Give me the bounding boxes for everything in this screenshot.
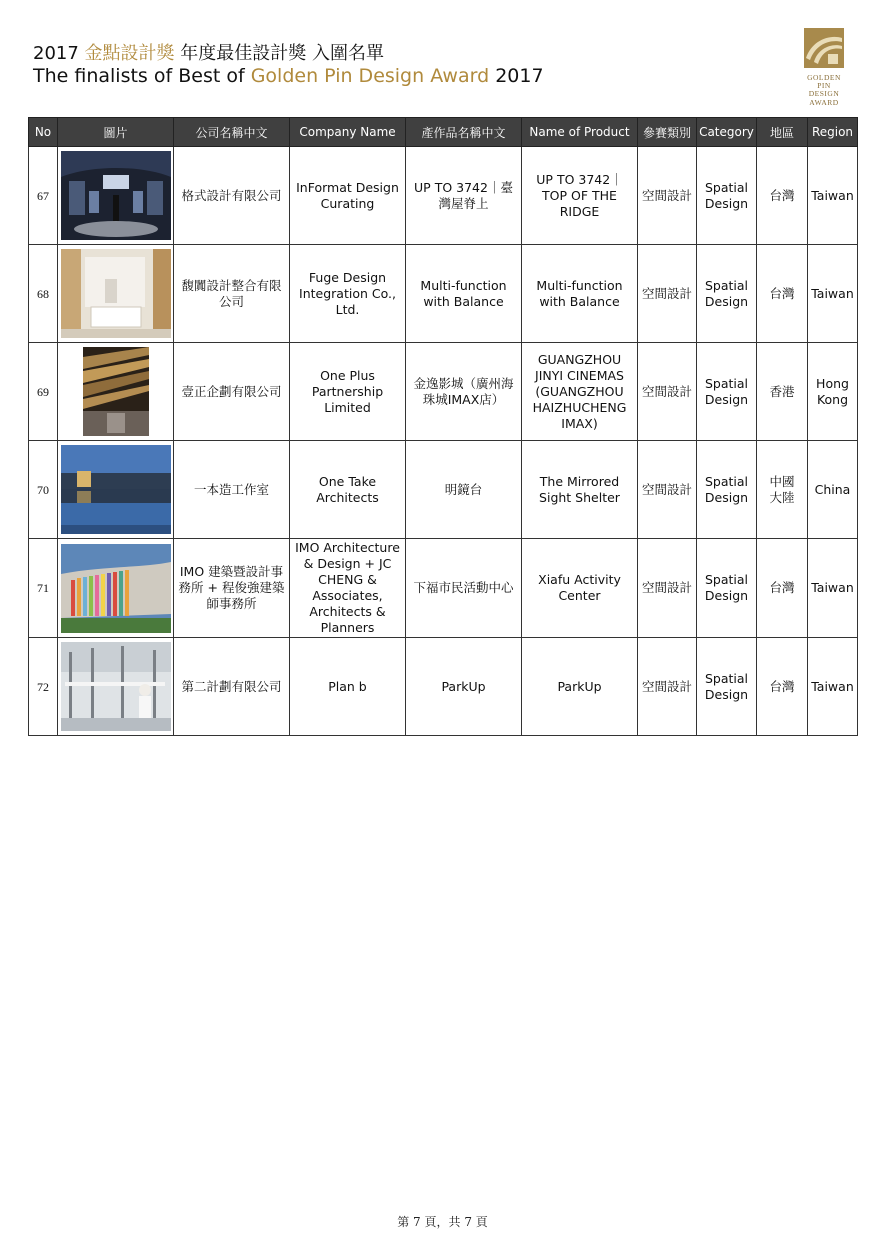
- product-name-en: UP TO 3742｜TOP OF THE RIDGE: [522, 147, 638, 245]
- entry-photo-cell: [58, 638, 174, 736]
- category-zh: 空間設計: [638, 539, 697, 638]
- product-name-en: The Mirrored Sight Shelter: [522, 441, 638, 539]
- table-row: [29, 245, 858, 343]
- company-name-zh: 壹正企劃有限公司: [174, 343, 290, 441]
- page-number: 第 7 頁，共 7 頁: [397, 1215, 488, 1229]
- entry-photo: [61, 249, 171, 338]
- region-en: Hong Kong: [808, 343, 858, 441]
- golden-pin-logo: [800, 28, 848, 107]
- column-header: 產作品名稱中文: [406, 118, 522, 147]
- product-name-zh: 下福市民活動中心: [406, 539, 522, 638]
- product-name-zh: UP TO 3742｜臺灣屋脊上: [406, 147, 522, 245]
- column-header: Region: [808, 118, 858, 147]
- entry-number: 69: [29, 343, 58, 441]
- company-name-en: InFormat Design Curating: [290, 147, 406, 245]
- logo-text-line: PIN: [817, 81, 831, 91]
- region-zh: 台灣: [757, 245, 808, 343]
- column-header: 公司名稱中文: [174, 118, 290, 147]
- finalists-table: [28, 117, 858, 736]
- title-award-name-en: Golden Pin Design Award: [250, 64, 490, 87]
- entry-photo-cell: [58, 441, 174, 539]
- product-name-zh: Multi-function with Balance: [406, 245, 522, 343]
- golden-pin-logo-icon: [804, 28, 844, 68]
- entry-photo-cell: [58, 539, 174, 638]
- region-en: China: [808, 441, 858, 539]
- table-row: [29, 638, 858, 736]
- region-en: Taiwan: [808, 539, 858, 638]
- logo-text-line: DESIGN: [808, 89, 840, 99]
- page-title: [33, 44, 544, 87]
- category-en: Spatial Design: [697, 638, 757, 736]
- company-name-en: One Plus Partnership Limited: [290, 343, 406, 441]
- entry-number: 68: [29, 245, 58, 343]
- title-rest-zh: 年度最佳設計獎 入圍名單: [180, 43, 385, 64]
- title-year: 2017: [33, 43, 79, 64]
- table-row: [29, 343, 858, 441]
- region-zh: 台灣: [757, 147, 808, 245]
- logo-text-line: GOLDEN: [807, 73, 841, 82]
- entry-photo: [61, 151, 171, 240]
- region-zh: 香港: [757, 343, 808, 441]
- product-name-zh: ParkUp: [406, 638, 522, 736]
- column-header: Category: [697, 118, 757, 147]
- category-zh: 空間設計: [638, 441, 697, 539]
- category-zh: 空間設計: [638, 343, 697, 441]
- region-en: Taiwan: [808, 147, 858, 245]
- entry-number: 71: [29, 539, 58, 638]
- table-row: [29, 147, 858, 245]
- category-en: Spatial Design: [697, 343, 757, 441]
- category-en: Spatial Design: [697, 539, 757, 638]
- product-name-zh: 金逸影城（廣州海珠城IMAX店）: [406, 343, 522, 441]
- company-name-en: Plan b: [290, 638, 406, 736]
- title-chinese: [33, 44, 544, 64]
- column-header: Name of Product: [522, 118, 638, 147]
- product-name-zh: 明鏡台: [406, 441, 522, 539]
- entry-photo: [61, 445, 171, 534]
- company-name-en: IMO Architecture & Design + JC CHENG & Associates, Architects & Planners: [290, 539, 406, 638]
- logo-text-line: AWARD: [809, 97, 839, 107]
- entry-number: 72: [29, 638, 58, 736]
- entry-number: 70: [29, 441, 58, 539]
- category-zh: 空間設計: [638, 245, 697, 343]
- title-en-prefix: The finalists of Best of: [33, 64, 245, 87]
- entry-photo: [61, 642, 171, 731]
- region-zh: 台灣: [757, 539, 808, 638]
- product-name-en: Xiafu Activity Center: [522, 539, 638, 638]
- company-name-zh: 馥闐設計整合有限公司: [174, 245, 290, 343]
- column-header: 地區: [757, 118, 808, 147]
- title-award-name-zh: 金點設計獎: [84, 43, 175, 64]
- column-header: 參賽類別: [638, 118, 697, 147]
- category-en: Spatial Design: [697, 147, 757, 245]
- product-name-en: ParkUp: [522, 638, 638, 736]
- region-en: Taiwan: [808, 638, 858, 736]
- column-header: Company Name: [290, 118, 406, 147]
- region-zh: 台灣: [757, 638, 808, 736]
- column-header: No: [29, 118, 58, 147]
- company-name-zh: 格式設計有限公司: [174, 147, 290, 245]
- region-en: Taiwan: [808, 245, 858, 343]
- entry-photo-cell: [58, 147, 174, 245]
- company-name-en: One Take Architects: [290, 441, 406, 539]
- category-zh: 空間設計: [638, 147, 697, 245]
- table-row: [29, 539, 858, 638]
- category-en: Spatial Design: [697, 245, 757, 343]
- title-english: [33, 66, 544, 87]
- entry-photo-cell: [58, 245, 174, 343]
- category-zh: 空間設計: [638, 638, 697, 736]
- company-name-en: Fuge Design Integration Co., Ltd.: [290, 245, 406, 343]
- entry-photo: [61, 544, 171, 633]
- company-name-zh: IMO 建築暨設計事務所 + 程俊強建築師事務所: [174, 539, 290, 638]
- entry-number: 67: [29, 147, 58, 245]
- column-header: 圖片: [58, 118, 174, 147]
- table-row: [29, 441, 858, 539]
- company-name-zh: 一本造工作室: [174, 441, 290, 539]
- region-zh: 中國大陸: [757, 441, 808, 539]
- entry-photo: [83, 347, 149, 436]
- product-name-en: Multi-function with Balance: [522, 245, 638, 343]
- table-header-row: [29, 118, 858, 147]
- company-name-zh: 第二計劃有限公司: [174, 638, 290, 736]
- entry-photo-cell: [58, 343, 174, 441]
- title-en-year: 2017: [495, 64, 544, 87]
- category-en: Spatial Design: [697, 441, 757, 539]
- product-name-en: GUANGZHOU JINYI CINEMAS (GUANGZHOU HAIZHUCHENG IMAX): [522, 343, 638, 441]
